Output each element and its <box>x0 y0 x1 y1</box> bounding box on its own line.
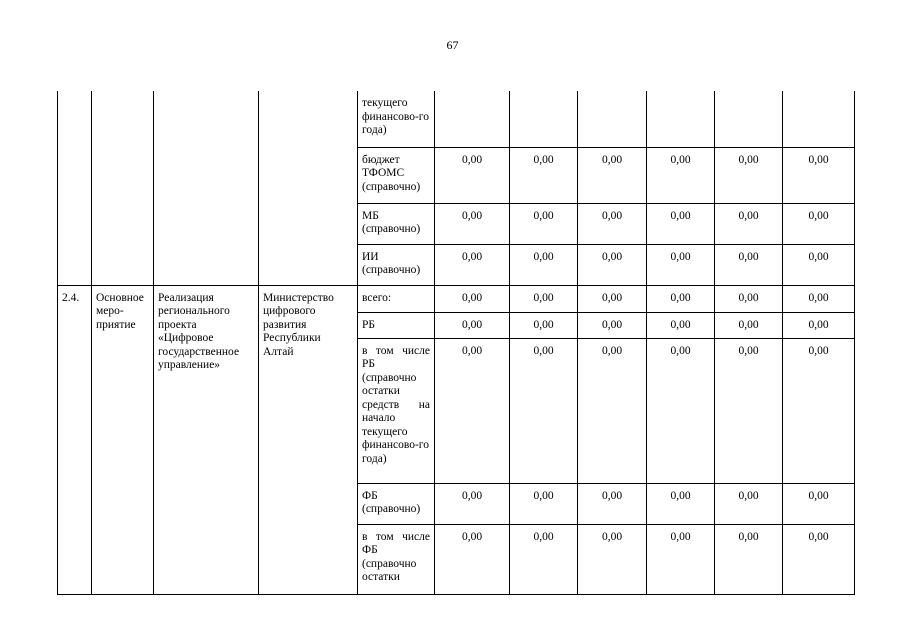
value-cell: 0,00 <box>578 312 647 338</box>
value-cell: 0,00 <box>715 524 783 594</box>
table-row <box>58 285 855 312</box>
value-cell: 0,00 <box>647 483 715 524</box>
value-cell: 0,00 <box>578 147 647 203</box>
value-cell: 0,00 <box>578 285 647 312</box>
funding-source: МБ (справочно) <box>358 203 435 244</box>
value-cell: 0,00 <box>510 244 578 285</box>
value-cell: 0,00 <box>578 338 647 483</box>
budget-table <box>57 91 855 595</box>
value-cell: 0,00 <box>578 483 647 524</box>
item-executor: Министерство цифрового развития Республики Алтай <box>259 285 358 594</box>
value-cell: 0,00 <box>435 203 510 244</box>
funding-source: текущего финансово-го года) <box>358 91 435 147</box>
value-cell: 0,00 <box>435 338 510 483</box>
value-cell <box>510 91 578 147</box>
value-cell: 0,00 <box>647 147 715 203</box>
funding-source: ФБ (справочно) <box>358 483 435 524</box>
value-cell: 0,00 <box>715 483 783 524</box>
value-cell: 0,00 <box>435 524 510 594</box>
value-cell: 0,00 <box>435 312 510 338</box>
value-cell: 0,00 <box>783 483 855 524</box>
value-cell: 0,00 <box>510 338 578 483</box>
value-cell: 0,00 <box>783 338 855 483</box>
prev-num-cell <box>58 91 92 285</box>
item-type: Основное меро-приятие <box>92 285 154 594</box>
value-cell: 0,00 <box>510 483 578 524</box>
value-cell <box>435 91 510 147</box>
value-cell: 0,00 <box>783 312 855 338</box>
value-cell: 0,00 <box>578 524 647 594</box>
value-cell: 0,00 <box>647 524 715 594</box>
value-cell: 0,00 <box>783 244 855 285</box>
prev-name-cell <box>154 91 259 285</box>
value-cell: 0,00 <box>578 244 647 285</box>
value-cell: 0,00 <box>510 524 578 594</box>
value-cell: 0,00 <box>435 244 510 285</box>
funding-source: РБ <box>358 312 435 338</box>
value-cell: 0,00 <box>783 524 855 594</box>
funding-source: в том числе РБ (справочно остатки средств на начало текущего финансово-го года) <box>358 338 435 483</box>
value-cell: 0,00 <box>647 285 715 312</box>
value-cell <box>647 91 715 147</box>
table-row <box>58 91 855 147</box>
value-cell <box>578 91 647 147</box>
prev-executor-cell <box>259 91 358 285</box>
funding-source: в том числе ФБ (справочно остатки <box>358 524 435 594</box>
funding-source: всего: <box>358 285 435 312</box>
value-cell: 0,00 <box>435 147 510 203</box>
value-cell: 0,00 <box>647 312 715 338</box>
value-cell: 0,00 <box>510 147 578 203</box>
value-cell: 0,00 <box>783 285 855 312</box>
value-cell: 0,00 <box>435 483 510 524</box>
item-name: Реализация регионального проекта «Цифровое государственное управление» <box>154 285 259 594</box>
value-cell: 0,00 <box>715 244 783 285</box>
value-cell: 0,00 <box>715 285 783 312</box>
value-cell: 0,00 <box>715 338 783 483</box>
value-cell: 0,00 <box>510 203 578 244</box>
value-cell: 0,00 <box>647 244 715 285</box>
funding-source: ИИ (справочно) <box>358 244 435 285</box>
item-number: 2.4. <box>58 285 92 594</box>
value-cell: 0,00 <box>783 147 855 203</box>
value-cell: 0,00 <box>715 312 783 338</box>
value-cell: 0,00 <box>435 285 510 312</box>
prev-type-cell <box>92 91 154 285</box>
value-cell: 0,00 <box>783 203 855 244</box>
value-cell <box>715 91 783 147</box>
value-cell: 0,00 <box>715 147 783 203</box>
value-cell: 0,00 <box>647 338 715 483</box>
page-number: 67 <box>446 38 459 52</box>
value-cell <box>783 91 855 147</box>
value-cell: 0,00 <box>715 203 783 244</box>
value-cell: 0,00 <box>510 285 578 312</box>
funding-source: бюджет ТФОМС (справочно) <box>358 147 435 203</box>
value-cell: 0,00 <box>510 312 578 338</box>
value-cell: 0,00 <box>578 203 647 244</box>
value-cell: 0,00 <box>647 203 715 244</box>
